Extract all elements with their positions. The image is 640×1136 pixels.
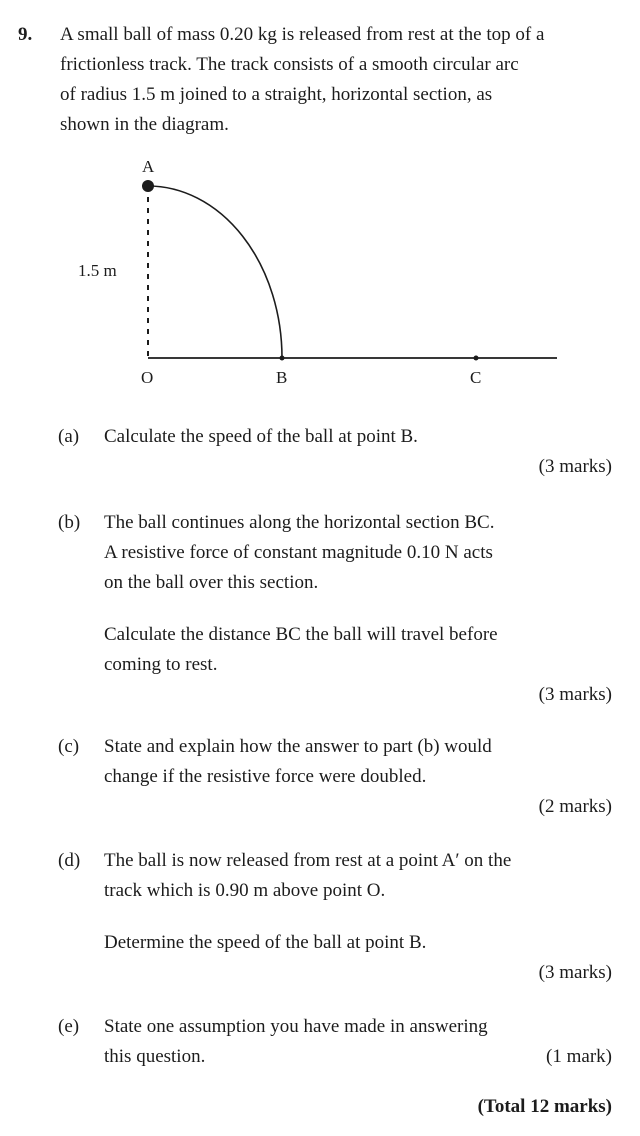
circular-arc-track — [148, 186, 282, 358]
intro-line-3: of radius 1.5 m joined to a straight, horizontal section, as — [60, 84, 493, 105]
point-C-dot — [474, 356, 479, 361]
label-radius: 1.5 m — [78, 261, 117, 280]
track-diagram-svg — [60, 150, 570, 400]
label-C: C — [470, 368, 482, 387]
intro-line-2: frictionless track. The track consists of a smooth circular arc — [60, 54, 519, 75]
part-a-marks: (3 marks) — [538, 456, 612, 477]
part-e-label: (e) — [58, 1016, 80, 1037]
part-c-line-1: State and explain how the answer to part (b) would — [104, 736, 492, 757]
part-c-text — [104, 732, 492, 792]
part-e-marks: (1 mark) — [546, 1046, 612, 1067]
part-d-marks: (3 marks) — [538, 962, 612, 983]
total-marks: (Total 12 marks) — [477, 1096, 612, 1117]
part-d-line-3: Determine the speed of the ball at point B. — [104, 932, 427, 953]
part-d-label: (d) — [58, 850, 81, 871]
label-O: O — [141, 368, 154, 387]
part-b-line-2: A resistive force of constant magnitude 0.10 N acts — [104, 542, 493, 563]
question-number: 9. — [18, 24, 33, 45]
part-c-label: (c) — [58, 736, 80, 757]
part-b-label: (b) — [58, 512, 81, 533]
part-d-text — [104, 846, 511, 906]
part-b-line-5: coming to rest. — [104, 654, 218, 675]
part-e-line-1: State one assumption you have made in answering — [104, 1016, 488, 1037]
point-B-dot — [280, 356, 285, 361]
part-b-line-3: on the ball over this section. — [104, 572, 319, 593]
ball-at-A — [142, 180, 154, 192]
part-b-marks: (3 marks) — [538, 684, 612, 705]
part-b-line-1: The ball continues along the horizontal section BC. — [104, 512, 495, 533]
part-b-text-2 — [104, 620, 498, 680]
intro-line-4: shown in the diagram. — [60, 114, 229, 135]
label-A: A — [142, 157, 155, 176]
part-e-text — [104, 1012, 488, 1072]
part-e-line-2: this question. — [104, 1046, 206, 1067]
part-c-line-2: change if the resistive force were doubled. — [104, 766, 427, 787]
part-a-line-1: Calculate the speed of the ball at point B. — [104, 426, 418, 447]
label-B: B — [276, 368, 288, 387]
part-d-line-1: The ball is now released from rest at a point A′ on the — [104, 850, 512, 871]
part-d-line-2: track which is 0.90 m above point O. — [104, 880, 386, 901]
part-c-marks: (2 marks) — [538, 796, 612, 817]
intro-line-1: A small ball of mass 0.20 kg is released from rest at the top of a — [60, 24, 545, 45]
part-a-label: (a) — [58, 426, 80, 447]
part-b-text — [104, 508, 494, 598]
question-intro — [60, 20, 544, 140]
part-b-line-4: Calculate the distance BC the ball will travel before — [104, 624, 498, 645]
track-diagram — [60, 150, 570, 400]
